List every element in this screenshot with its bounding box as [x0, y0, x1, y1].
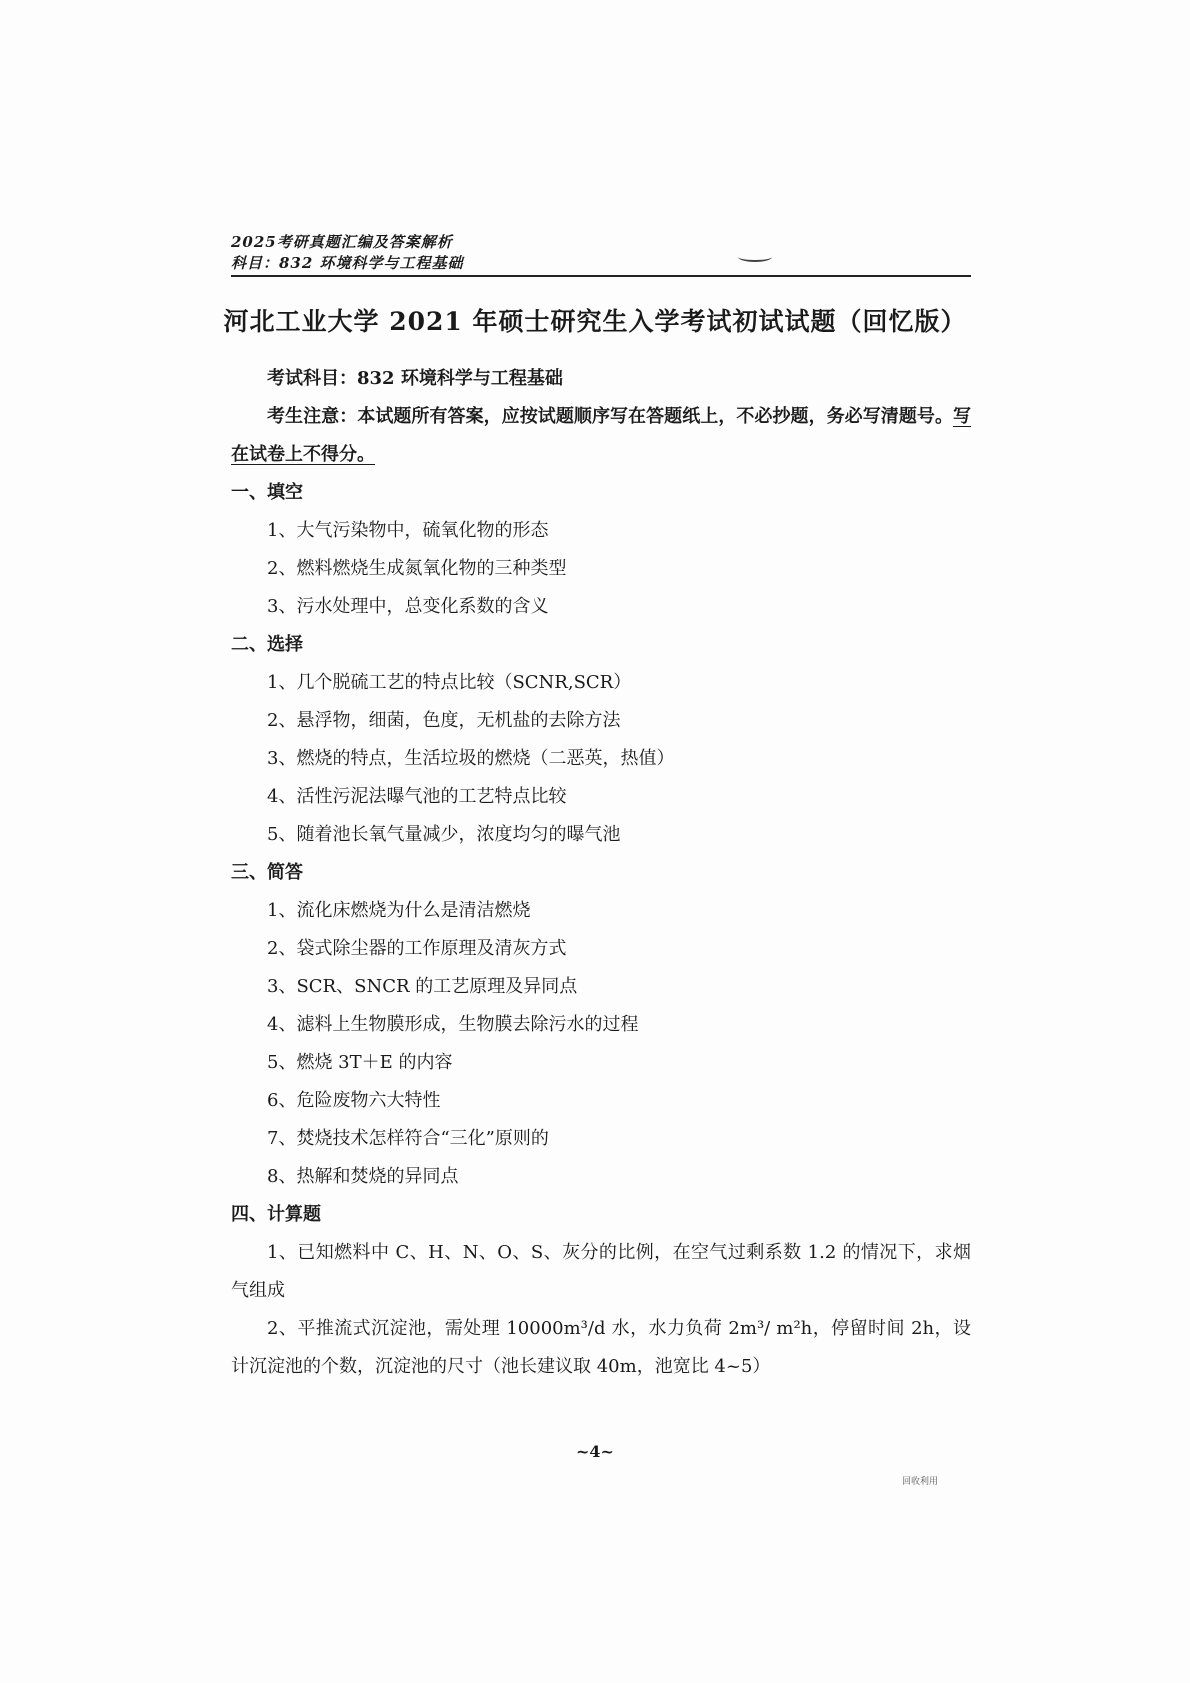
list-item: 2、袋式除尘器的工作原理及清灰方式 [267, 938, 567, 959]
list-item: 1、流化床燃烧为什么是清洁燃烧 [267, 900, 531, 921]
list-item: 1、大气污染物中，硫氧化物的形态 [267, 520, 549, 541]
list-item: 5、随着池长氧气量减少，浓度均匀的曝气池 [267, 824, 621, 845]
corner-stamp: 回收利用 [902, 1477, 939, 1487]
list-item: 5、燃烧 3T＋E 的内容 [267, 1052, 453, 1073]
list-item: 2、燃料燃烧生成氮氧化物的三种类型 [267, 558, 567, 579]
notice-underlined: 写在试卷上不得分。 [231, 406, 971, 465]
list-item: 3、燃烧的特点，生活垃圾的燃烧（二恶英，热值） [267, 748, 675, 769]
list-item: 1、已知燃料中 C、H、N、O、S、灰分的比例，在空气过剩系数 1.2 的情况下，求烟气组成 [231, 1242, 971, 1301]
list-item: 2、悬浮物，细菌，色度，无机盐的去除方法 [267, 710, 621, 731]
list-item: 7、焚烧技术怎样符合“三化”原则的 [267, 1128, 549, 1149]
list-item: 8、热解和焚烧的异同点 [267, 1166, 459, 1187]
section-heading-short-answer: 三、简答 [231, 862, 303, 883]
header-divider [231, 275, 971, 277]
list-item: 3、SCR、SNCR 的工艺原理及异同点 [267, 976, 578, 997]
page-title: 河北工业大学 2021 年硕士研究生入学考试初试试题（回忆版） [223, 307, 967, 336]
list-item: 4、滤料上生物膜形成，生物膜去除污水的过程 [267, 1014, 639, 1035]
running-header [231, 232, 971, 274]
notice-text: 考生注意：本试题所有答案，应按试题顺序写在答题纸上，不必抄题，务必写清题号。 [267, 406, 953, 427]
header-curve-mark [738, 252, 772, 262]
section-heading-calculation: 四、计算题 [231, 1204, 321, 1225]
exam-notice [231, 398, 971, 474]
list-item: 3、污水处理中，总变化系数的含义 [267, 596, 549, 617]
list-item: 1、几个脱硫工艺的特点比较（SCNR,SCR） [267, 672, 632, 693]
header-line-1: 2025考研真题汇编及答案解析 [231, 233, 453, 251]
exam-subject: 考试科目：832 环境科学与工程基础 [267, 368, 563, 389]
list-item: 6、危险废物六大特性 [267, 1090, 441, 1111]
exam-body [231, 360, 971, 1386]
page-number: ~4~ [576, 1442, 614, 1461]
section-heading-choice: 二、选择 [231, 634, 303, 655]
list-item: 4、活性污泥法曝气池的工艺特点比较 [267, 786, 567, 807]
list-item: 2、平推流式沉淀池，需处理 10000m³/d 水，水力负荷 2m³/ m²h，停留时间 2h，设计沉淀池的个数，沉淀池的尺寸（池长建议取 40m，池宽比 4~5） [231, 1318, 971, 1377]
section-heading-fill-blank: 一、填空 [231, 482, 303, 503]
header-line-2: 科目：832 环境科学与工程基础 [231, 254, 464, 272]
